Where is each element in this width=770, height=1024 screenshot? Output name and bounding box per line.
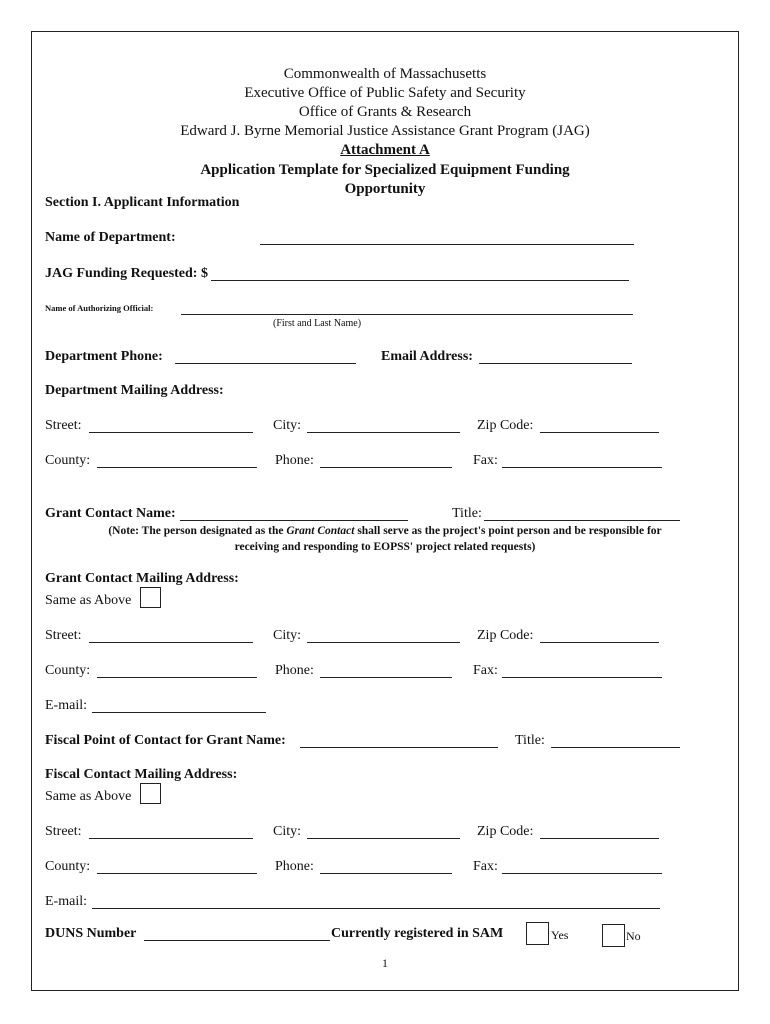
authorizing-official-field[interactable]	[181, 301, 633, 315]
city-label: City:	[273, 418, 302, 433]
grant-fax-label: Fax:	[473, 663, 498, 678]
grant-contact-title-field[interactable]	[484, 505, 680, 521]
first-last-hint: (First and Last Name)	[273, 318, 362, 329]
zip-field[interactable]	[540, 418, 659, 433]
header-attachment: Attachment A	[340, 142, 430, 158]
fiscal-county-field[interactable]	[97, 859, 257, 874]
county-field[interactable]	[97, 453, 257, 468]
grant-zip-label: Zip Code:	[477, 628, 534, 643]
fiscal-contact-title-field[interactable]	[551, 732, 680, 748]
grant-contact-title-label: Title:	[452, 506, 482, 521]
email-address-field[interactable]	[479, 348, 632, 364]
grant-contact-note: (Note: The person designated as the Grant Contact shall serve as the project's point person and be responsible for	[108, 525, 662, 537]
fiscal-city-field[interactable]	[307, 824, 460, 839]
fiscal-phone-label: Phone:	[275, 859, 314, 874]
fiscal-same-as-above-checkbox[interactable]	[140, 783, 161, 804]
fiscal-city-label: City:	[273, 824, 302, 839]
grant-fax-field[interactable]	[502, 663, 662, 678]
fiscal-contact-name-label: Fiscal Point of Contact for Grant Name:	[45, 733, 286, 748]
fax-label: Fax:	[473, 453, 498, 468]
grant-contact-name-label: Grant Contact Name:	[45, 506, 176, 521]
header-executive-office: Executive Office of Public Safety and Security	[244, 85, 526, 101]
header-commonwealth: Commonwealth of Massachusetts	[283, 66, 487, 82]
phone-field[interactable]	[320, 453, 452, 468]
phone-label: Phone:	[275, 453, 314, 468]
sam-no-checkbox[interactable]	[602, 924, 625, 947]
grant-email-label: E-mail:	[45, 698, 87, 713]
sam-yes-checkbox[interactable]	[526, 922, 549, 945]
duns-number-label: DUNS Number	[45, 926, 137, 941]
grant-street-label: Street:	[45, 628, 82, 643]
department-name-field[interactable]	[260, 229, 634, 245]
zip-label: Zip Code:	[477, 418, 534, 433]
fiscal-email-field[interactable]	[92, 894, 660, 909]
county-label: County:	[45, 453, 91, 468]
grant-same-as-above-label: Same as Above	[45, 593, 132, 608]
grant-phone-label: Phone:	[275, 663, 314, 678]
fiscal-contact-title-label: Title:	[515, 733, 545, 748]
page-number: 1	[382, 956, 388, 970]
fiscal-fax-label: Fax:	[473, 859, 498, 874]
fiscal-contact-name-field[interactable]	[300, 732, 498, 748]
grant-county-field[interactable]	[97, 663, 257, 678]
grant-zip-field[interactable]	[540, 628, 659, 643]
fiscal-zip-label: Zip Code:	[477, 824, 534, 839]
grant-email-field[interactable]	[92, 698, 266, 713]
grant-phone-field[interactable]	[320, 663, 452, 678]
fiscal-county-label: County:	[45, 859, 91, 874]
jag-funding-field[interactable]	[211, 265, 629, 281]
jag-funding-label: JAG Funding Requested: $	[45, 266, 208, 281]
grant-contact-name-field[interactable]	[180, 505, 408, 521]
grant-contact-mailing-label: Grant Contact Mailing Address:	[45, 571, 239, 586]
header-office-grants: Office of Grants & Research	[298, 104, 472, 120]
fiscal-phone-field[interactable]	[320, 859, 452, 874]
authorizing-official-label: Name of Authorizing Official:	[45, 303, 154, 313]
fiscal-street-field[interactable]	[89, 824, 253, 839]
header-title-line1: Application Template for Specialized Equipment Funding	[200, 162, 570, 178]
fiscal-fax-field[interactable]	[502, 859, 662, 874]
department-mailing-address-label: Department Mailing Address:	[45, 383, 224, 398]
duns-number-field[interactable]	[144, 925, 330, 941]
fiscal-email-label: E-mail:	[45, 894, 87, 909]
fiscal-street-label: Street:	[45, 824, 82, 839]
header-title-line2: Opportunity	[344, 181, 426, 197]
department-phone-field[interactable]	[175, 348, 356, 364]
grant-city-field[interactable]	[307, 628, 460, 643]
grant-contact-note-line2: receiving and responding to EOPSS' project related requests)	[234, 541, 536, 553]
city-field[interactable]	[307, 418, 460, 433]
department-name-label: Name of Department:	[45, 230, 176, 245]
grant-city-label: City:	[273, 628, 302, 643]
sam-registered-label: Currently registered in SAM	[331, 926, 504, 941]
department-phone-label: Department Phone:	[45, 349, 163, 364]
street-field[interactable]	[89, 418, 253, 433]
street-label: Street:	[45, 418, 82, 433]
fiscal-same-as-above-label: Same as Above	[45, 789, 132, 804]
header-program-name: Edward J. Byrne Memorial Justice Assistance Grant Program (JAG)	[180, 123, 590, 139]
section-heading: Section I. Applicant Information	[45, 195, 240, 210]
sam-yes-label: Yes	[551, 928, 569, 942]
fiscal-contact-mailing-label: Fiscal Contact Mailing Address:	[45, 767, 238, 782]
grant-same-as-above-checkbox[interactable]	[140, 587, 161, 608]
fax-field[interactable]	[502, 453, 662, 468]
grant-county-label: County:	[45, 663, 91, 678]
sam-no-label: No	[626, 929, 641, 943]
email-address-label: Email Address:	[381, 349, 473, 364]
fiscal-zip-field[interactable]	[540, 824, 659, 839]
grant-street-field[interactable]	[89, 628, 253, 643]
